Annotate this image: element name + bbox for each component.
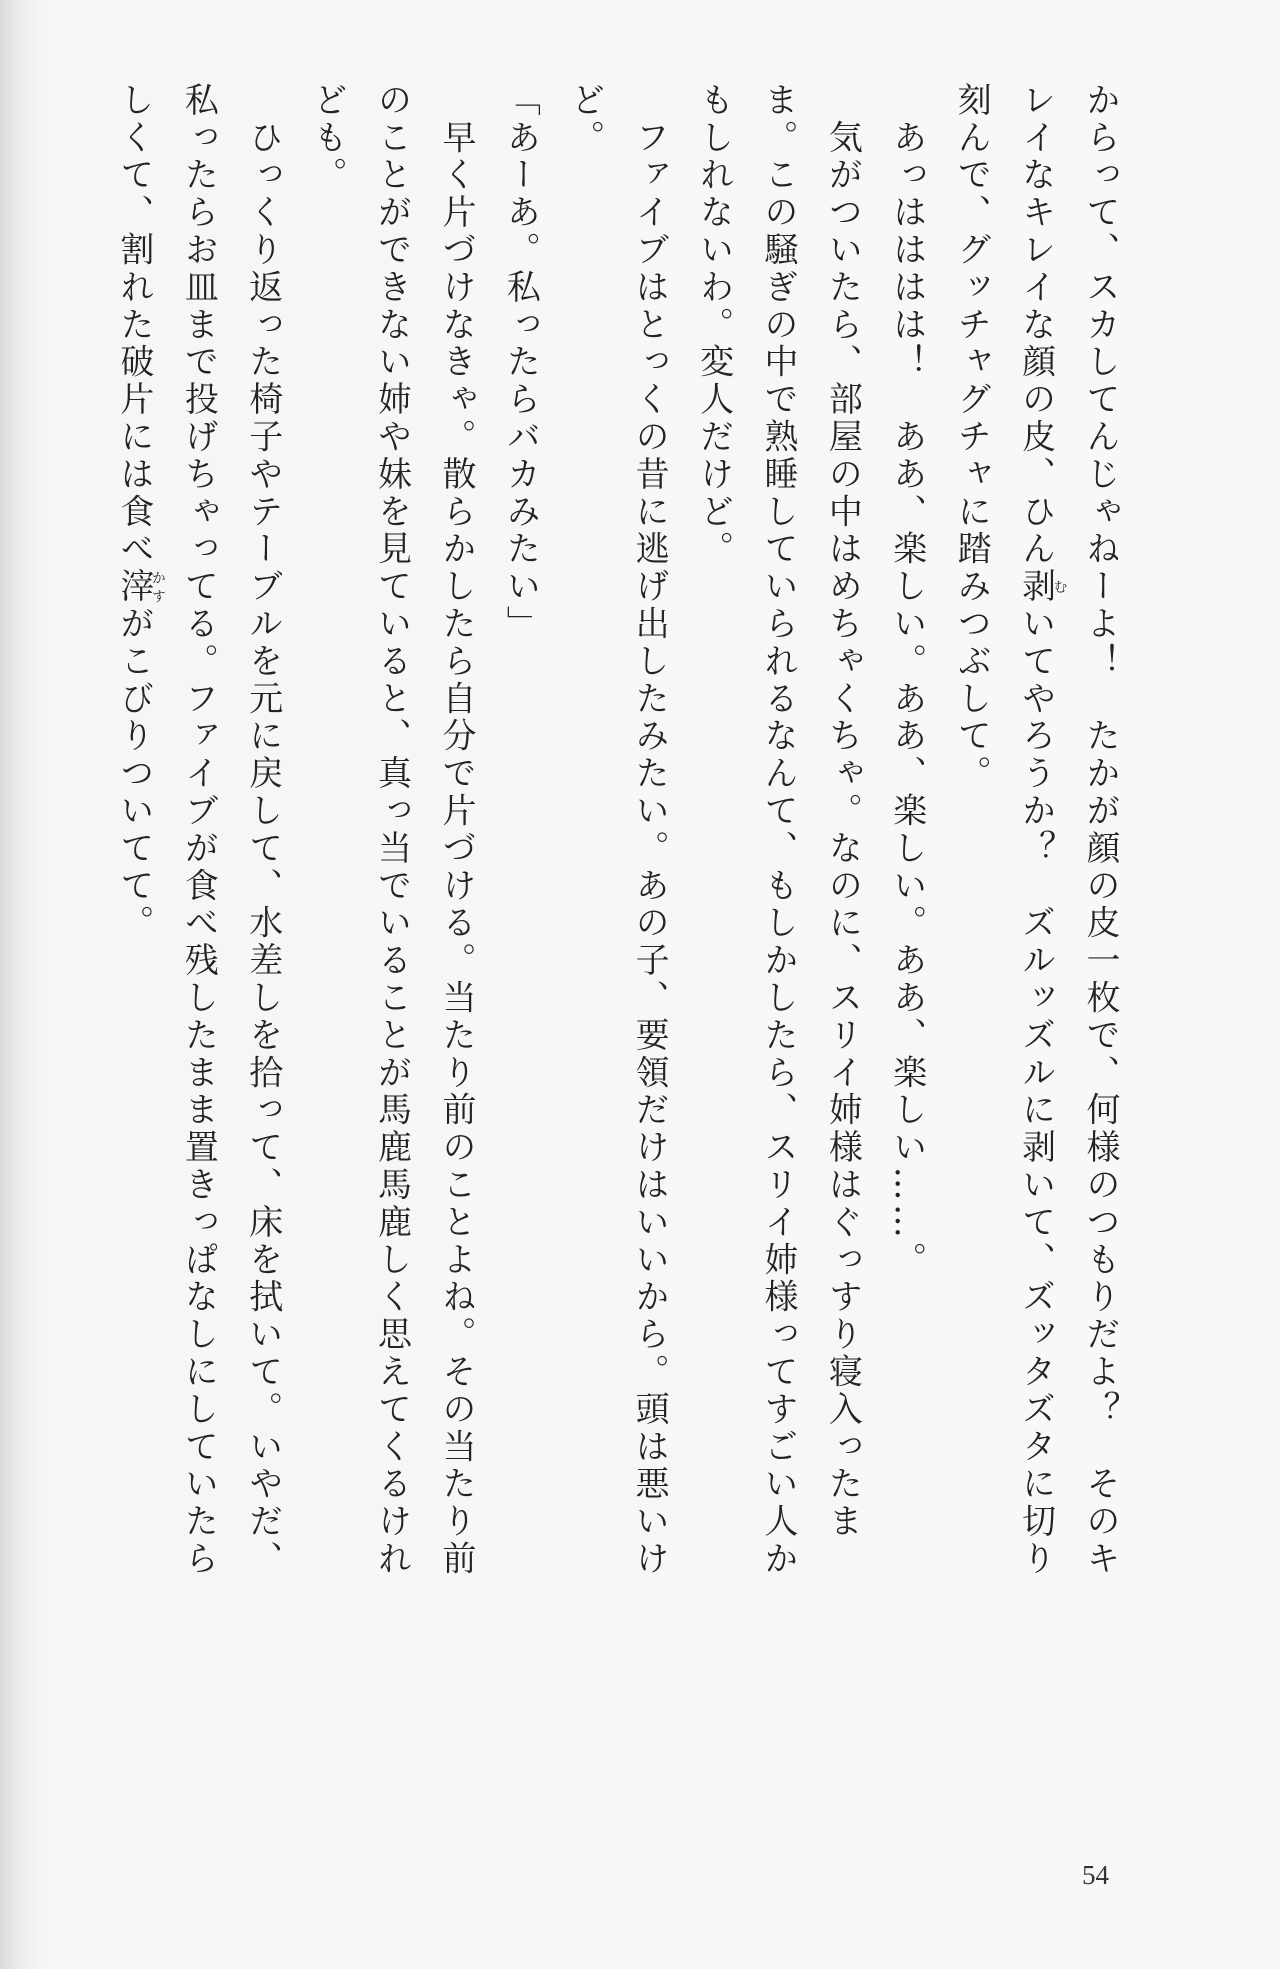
text-line: ど。 [564, 82, 605, 157]
text-line [102, 82, 166, 1592]
body-text [37, 82, 1132, 1592]
text-segment: しくて、割れた破片には食べ [113, 82, 154, 569]
text-line [1003, 82, 1067, 1592]
page-number: 54 [1082, 1860, 1109, 1890]
text-line: からって、スカしてんじゃねーよ！ たかが顔の皮一枚で、何様のつもりだよ？ そのキ [1080, 82, 1120, 1578]
ruby-base: 滓 [113, 568, 154, 606]
text-line: 気がついたら、部屋の中はめちゃくちゃ。なのに、スリイ姉様はぐっすり寝入ったま [822, 82, 863, 1541]
text-line: 早く片づけなきゃ。散らかしたら自分で片づける。当たり前のことよね。その当たり前 [435, 82, 476, 1578]
text-segment: いてやろうか？ ズルッズルに剥いて、ズッタズタに切り [1015, 605, 1056, 1579]
text-segment: レイなキレイな顔の皮、ひん [1015, 82, 1056, 569]
ruby-reading: かす [149, 568, 166, 606]
text-segment: がこびりついてて。 [113, 605, 154, 943]
ruby-annotation [113, 568, 166, 606]
text-line: もしれないわ。変人だけど。 [693, 82, 734, 569]
text-line: ひっくり返った椅子やテーブルを元に戻して、水差しを拾って、床を拭いて。いやだ、 [242, 82, 283, 1578]
text-line: ま。この騒ぎの中で熟睡していられるなんて、もしかしたら、スリイ姉様ってすごい人か [757, 82, 798, 1578]
dialogue-line: 「あーあ。私ったらバカみたい」 [500, 82, 541, 643]
text-line: 私ったらお皿まで投げちゃってる。ファイブが食べ残したまま置きっぱなしにしていたら [178, 82, 219, 1578]
ruby-annotation [1015, 568, 1068, 606]
text-line: ファイブはとっくの昔に逃げ出したみたい。あの子、要領だけはいいから。頭は悪いけ [629, 82, 670, 1578]
text-line: あっはははは！ ああ、楽しい。ああ、楽しい。ああ、楽しい……。 [886, 82, 927, 1279]
text-line: のことができない姉や妹を見ていると、真っ当でいることが馬鹿馬鹿しく思えてくるけれ [371, 82, 412, 1578]
text-line: 刻んで、グッチャグチャに踏みつぶして。 [951, 82, 992, 793]
text-line: ども。 [307, 82, 348, 195]
ruby-base: 剥 [1015, 568, 1056, 606]
ruby-reading: む [1051, 568, 1068, 606]
